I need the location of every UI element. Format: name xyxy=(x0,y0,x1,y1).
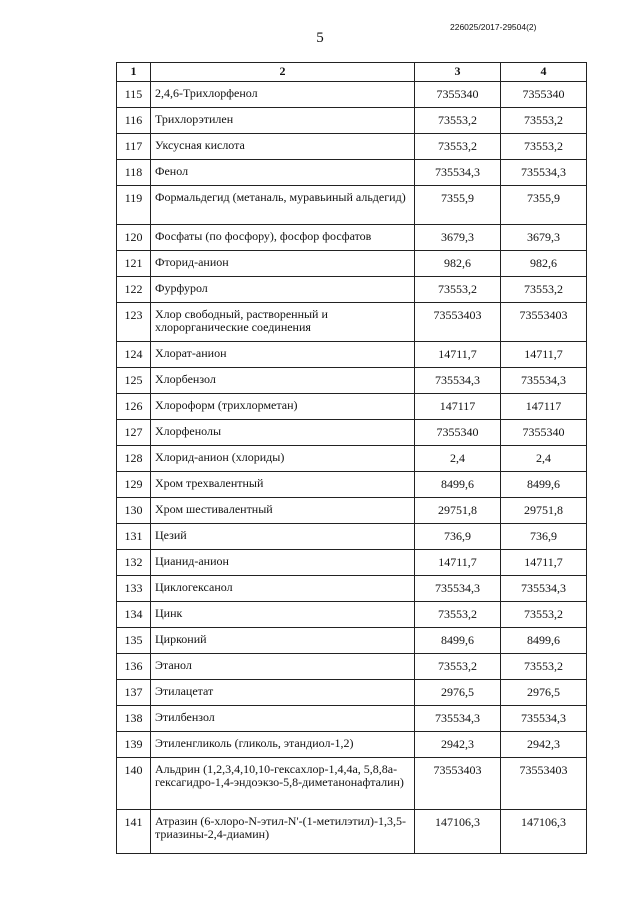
table-row xyxy=(117,277,587,303)
row-number: 133 xyxy=(117,576,151,602)
row-number: 115 xyxy=(117,82,151,108)
value-column-4: 14711,7 xyxy=(501,550,587,576)
substance-name: Хром трехвалентный xyxy=(151,472,415,498)
row-number: 124 xyxy=(117,342,151,368)
value-column-4: 735534,3 xyxy=(501,706,587,732)
substance-name: Хлороформ (трихлорметан) xyxy=(151,394,415,420)
value-column-3: 735534,3 xyxy=(415,160,501,186)
value-column-3: 147117 xyxy=(415,394,501,420)
value-column-3: 73553,2 xyxy=(415,654,501,680)
value-column-4: 982,6 xyxy=(501,251,587,277)
substance-name: Хлорфенолы xyxy=(151,420,415,446)
table-row xyxy=(117,420,587,446)
table-row xyxy=(117,82,587,108)
table-row xyxy=(117,446,587,472)
value-column-4: 14711,7 xyxy=(501,342,587,368)
row-number: 131 xyxy=(117,524,151,550)
value-column-4: 735534,3 xyxy=(501,368,587,394)
substance-name: 2,4,6-Трихлорфенол xyxy=(151,82,415,108)
substance-name: Хлорбензол xyxy=(151,368,415,394)
table-header-row xyxy=(117,63,587,82)
value-column-3: 2942,3 xyxy=(415,732,501,758)
value-column-3: 2976,5 xyxy=(415,680,501,706)
value-column-3: 14711,7 xyxy=(415,550,501,576)
table-row xyxy=(117,160,587,186)
table-row xyxy=(117,654,587,680)
substance-name: Уксусная кислота xyxy=(151,134,415,160)
row-number: 129 xyxy=(117,472,151,498)
value-column-3: 73553,2 xyxy=(415,134,501,160)
value-column-3: 73553403 xyxy=(415,303,501,342)
row-number: 140 xyxy=(117,758,151,810)
row-number: 120 xyxy=(117,225,151,251)
value-column-4: 2976,5 xyxy=(501,680,587,706)
table-row xyxy=(117,342,587,368)
value-column-4: 73553,2 xyxy=(501,602,587,628)
value-column-3: 735534,3 xyxy=(415,576,501,602)
value-column-3: 147106,3 xyxy=(415,810,501,854)
substance-name: Цианид-анион xyxy=(151,550,415,576)
value-column-3: 73553,2 xyxy=(415,277,501,303)
substance-name: Атразин (6-хлоро-N-этил-N'-(1-метилэтил)-1,3,5-триазины-2,4-диамин) xyxy=(151,810,415,854)
substance-name: Цезий xyxy=(151,524,415,550)
table-row xyxy=(117,706,587,732)
row-number: 139 xyxy=(117,732,151,758)
value-column-4: 7355340 xyxy=(501,82,587,108)
table-row xyxy=(117,576,587,602)
table-row xyxy=(117,628,587,654)
row-number: 135 xyxy=(117,628,151,654)
row-number: 123 xyxy=(117,303,151,342)
value-column-3: 735534,3 xyxy=(415,368,501,394)
substance-name: Хром шестивалентный xyxy=(151,498,415,524)
substance-name: Формальдегид (метаналь, муравьиный альдегид) xyxy=(151,186,415,225)
row-number: 138 xyxy=(117,706,151,732)
table-row xyxy=(117,368,587,394)
row-number: 117 xyxy=(117,134,151,160)
column-header-3: 3 xyxy=(415,63,501,82)
substance-name: Фурфурол xyxy=(151,277,415,303)
value-column-3: 73553,2 xyxy=(415,602,501,628)
value-column-3: 73553,2 xyxy=(415,108,501,134)
substance-name: Фенол xyxy=(151,160,415,186)
value-column-4: 736,9 xyxy=(501,524,587,550)
value-column-4: 735534,3 xyxy=(501,576,587,602)
value-column-4: 147106,3 xyxy=(501,810,587,854)
value-column-4: 2942,3 xyxy=(501,732,587,758)
table-row xyxy=(117,394,587,420)
row-number: 126 xyxy=(117,394,151,420)
substance-name: Этилацетат xyxy=(151,680,415,706)
row-number: 121 xyxy=(117,251,151,277)
value-column-3: 7355340 xyxy=(415,82,501,108)
substance-name: Этилбензол xyxy=(151,706,415,732)
row-number: 118 xyxy=(117,160,151,186)
table-row xyxy=(117,498,587,524)
value-column-4: 73553,2 xyxy=(501,654,587,680)
value-column-4: 7355,9 xyxy=(501,186,587,225)
row-number: 128 xyxy=(117,446,151,472)
row-number: 136 xyxy=(117,654,151,680)
row-number: 116 xyxy=(117,108,151,134)
table-row xyxy=(117,602,587,628)
value-column-3: 29751,8 xyxy=(415,498,501,524)
value-column-3: 7355340 xyxy=(415,420,501,446)
row-number: 137 xyxy=(117,680,151,706)
table-row xyxy=(117,550,587,576)
value-column-3: 3679,3 xyxy=(415,225,501,251)
substance-name: Хлор свободный, растворенный и хлорорганические соединения xyxy=(151,303,415,342)
row-number: 127 xyxy=(117,420,151,446)
value-column-3: 8499,6 xyxy=(415,472,501,498)
substance-name: Трихлорэтилен xyxy=(151,108,415,134)
row-number: 130 xyxy=(117,498,151,524)
value-column-4: 8499,6 xyxy=(501,472,587,498)
table-row xyxy=(117,251,587,277)
table-row xyxy=(117,732,587,758)
value-column-4: 7355340 xyxy=(501,420,587,446)
table-row xyxy=(117,186,587,225)
column-header-4: 4 xyxy=(501,63,587,82)
table-row xyxy=(117,524,587,550)
value-column-4: 147117 xyxy=(501,394,587,420)
substance-name: Циклогексанол xyxy=(151,576,415,602)
value-column-3: 736,9 xyxy=(415,524,501,550)
table-row xyxy=(117,134,587,160)
substance-name: Этиленгликоль (гликоль, этандиол-1,2) xyxy=(151,732,415,758)
row-number: 119 xyxy=(117,186,151,225)
page-number: 5 xyxy=(316,30,324,46)
value-column-4: 3679,3 xyxy=(501,225,587,251)
row-number: 132 xyxy=(117,550,151,576)
document-reference: 226025/2017-29504(2) xyxy=(450,22,537,32)
substance-name: Фосфаты (по фосфору), фосфор фосфатов xyxy=(151,225,415,251)
substance-name: Хлорат-анион xyxy=(151,342,415,368)
table-row xyxy=(117,472,587,498)
table-row xyxy=(117,758,587,810)
value-column-4: 73553403 xyxy=(501,303,587,342)
substance-name: Этанол xyxy=(151,654,415,680)
table-row xyxy=(117,810,587,854)
substance-name: Хлорид-анион (хлориды) xyxy=(151,446,415,472)
column-header-1: 1 xyxy=(117,63,151,82)
value-column-4: 735534,3 xyxy=(501,160,587,186)
substance-name: Цирконий xyxy=(151,628,415,654)
substance-name: Фторид-анион xyxy=(151,251,415,277)
row-number: 141 xyxy=(117,810,151,854)
value-column-4: 73553,2 xyxy=(501,277,587,303)
substance-name: Цинк xyxy=(151,602,415,628)
value-column-4: 8499,6 xyxy=(501,628,587,654)
value-column-4: 73553,2 xyxy=(501,134,587,160)
table-row xyxy=(117,108,587,134)
row-number: 122 xyxy=(117,277,151,303)
value-column-3: 73553403 xyxy=(415,758,501,810)
value-column-3: 7355,9 xyxy=(415,186,501,225)
row-number: 134 xyxy=(117,602,151,628)
value-column-3: 8499,6 xyxy=(415,628,501,654)
value-column-3: 735534,3 xyxy=(415,706,501,732)
value-column-3: 2,4 xyxy=(415,446,501,472)
value-column-4: 73553403 xyxy=(501,758,587,810)
table-row xyxy=(117,225,587,251)
value-column-4: 73553,2 xyxy=(501,108,587,134)
substance-name: Альдрин (1,2,3,4,10,10-гексахлор-1,4,4а, 5,8,8а-гексагидро-1,4-эндоэкзо-5,8-диметанонафталин) xyxy=(151,758,415,810)
table-row xyxy=(117,303,587,342)
value-column-4: 29751,8 xyxy=(501,498,587,524)
value-column-3: 982,6 xyxy=(415,251,501,277)
value-column-3: 14711,7 xyxy=(415,342,501,368)
column-header-2: 2 xyxy=(151,63,415,82)
substances-table xyxy=(116,62,587,854)
value-column-4: 2,4 xyxy=(501,446,587,472)
row-number: 125 xyxy=(117,368,151,394)
table-row xyxy=(117,680,587,706)
